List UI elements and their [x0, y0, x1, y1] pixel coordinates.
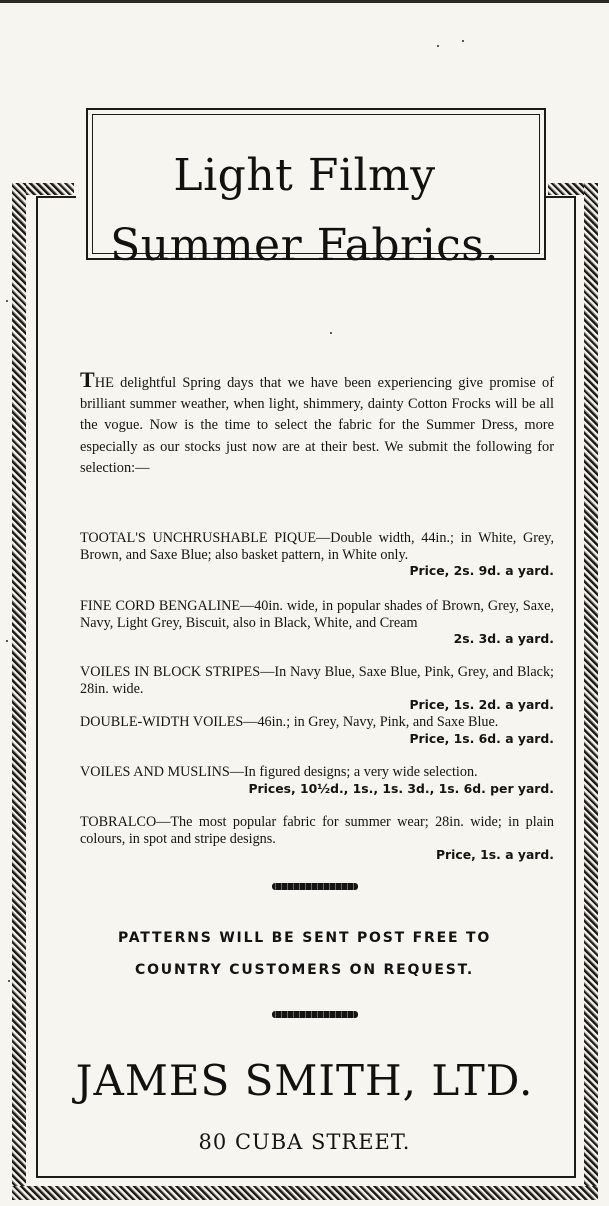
fabric-item-text: FINE CORD BENGALINE—40in. wide, in popular shades of Brown, Grey, Saxe, Navy, Light Grey, Biscuit, also in Black, White, and Cream — [80, 598, 554, 631]
notice-line-2: COUNTRY CUSTOMERS ON REQUEST. — [135, 962, 474, 978]
fabric-item-text: DOUBLE-WIDTH VOILES—46in.; in Grey, Navy, Pink, and Saxe Blue. — [80, 714, 499, 730]
firm-name: JAMES SMITH, LTD. — [75, 1056, 534, 1105]
inner-rule-bottom — [36, 1176, 576, 1178]
fabric-item-text: VOILES IN BLOCK STRIPES—In Navy Blue, Saxe Blue, Pink, Grey, and Black; 28in. wide. — [80, 664, 554, 697]
fabric-item — [80, 598, 554, 648]
inner-rule-left — [36, 196, 38, 1176]
fabric-item-text: TOBRALCO—The most popular fabric for summer wear; 28in. wide; in plain colours, in spot and stripe designs. — [80, 814, 554, 847]
intro-paragraph — [80, 367, 554, 479]
intro-text: HE delightful Spring days that we have been experiencing give promise of brilliant summer weather, when light, shimmery, dainty Cotton Frocks will be all the vogue. Now is the time to select the fabric for the Summer Dress, more especially as our stocks just now are at their best. We submit the following for selection:— — [80, 375, 554, 476]
fabric-item — [80, 764, 554, 797]
fabric-item — [80, 814, 554, 864]
headline-line-1: Light Filmy — [173, 150, 436, 201]
print-speck — [462, 40, 464, 42]
fabric-item — [80, 714, 554, 747]
ornamental-border-left — [12, 183, 26, 1198]
ornamental-border-bottom — [12, 1186, 598, 1200]
fabric-item-price: Price, 1s. a yard. — [435, 847, 554, 863]
fabric-item-text: TOOTAL'S UNCHRUSHABLE PIQUE—Double width, 44in.; in White, Grey, Brown, and Saxe Blue; also basket pattern, in White only. — [80, 530, 554, 563]
headline-line-2: Summer Fabrics. — [110, 220, 499, 271]
fabric-item — [80, 664, 554, 714]
print-speck — [6, 640, 8, 642]
fabric-item — [80, 530, 554, 580]
ornamental-border-right — [584, 183, 598, 1198]
print-speck — [330, 332, 332, 334]
ornamental-divider — [272, 883, 358, 890]
print-speck — [6, 300, 8, 302]
top-rule — [0, 0, 609, 3]
fabric-item-price: Price, 1s. 2d. a yard. — [409, 697, 554, 713]
intro-dropcap: T — [80, 367, 95, 392]
fabric-item-text: VOILES AND MUSLINS—In figured designs; a very wide selection. — [80, 764, 478, 780]
fabric-item-price: Prices, 10½d., 1s., 1s. 3d., 1s. 6d. per yard. — [248, 780, 554, 796]
fabric-item-price: Price, 1s. 6d. a yard. — [409, 730, 554, 746]
ornamental-divider — [272, 1011, 358, 1018]
print-speck — [437, 45, 439, 47]
firm-address: 80 CUBA STREET. — [198, 1130, 411, 1154]
fabric-item-price: Price, 2s. 9d. a yard. — [409, 563, 554, 579]
print-speck — [8, 980, 10, 982]
notice-line-1: PATTERNS WILL BE SENT POST FREE TO — [117, 930, 492, 946]
fabric-item-price: 2s. 3d. a yard. — [453, 631, 554, 647]
inner-rule-right — [574, 196, 576, 1176]
